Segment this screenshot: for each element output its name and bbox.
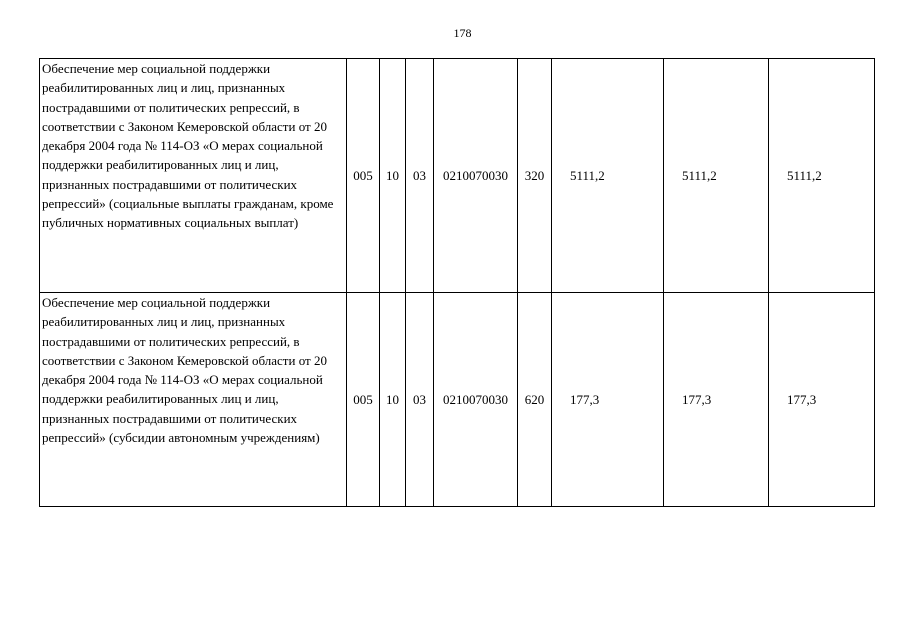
ministry-code: 005	[347, 59, 380, 293]
expense-description: Обеспечение мер социальной поддержки реабилитированных лиц и лиц, признанных пострадавшими от политических репрессий, в соответствии с Законом Кемеровской области от 20 декабря 2004 года № 114-ОЗ «О мерах социальной поддержки реабилитированных лиц и лиц, признанных пострадавшими от политических репрессий» (субсидии автономным учреждениям)	[40, 293, 347, 507]
amount-year-3: 177,3	[769, 293, 875, 507]
subsection-code: 03	[406, 59, 434, 293]
amount-year-2: 5111,2	[664, 59, 769, 293]
expense-description: Обеспечение мер социальной поддержки реабилитированных лиц и лиц, признанных пострадавшими от политических репрессий, в соответствии с Законом Кемеровской области от 20 декабря 2004 года № 114-ОЗ «О мерах социальной поддержки реабилитированных лиц и лиц, признанных пострадавшими от политических репрессий» (социальные выплаты гражданам, кроме публичных нормативных социальных выплат)	[40, 59, 347, 293]
section-code: 10	[380, 293, 406, 507]
amount-year-3: 5111,2	[769, 59, 875, 293]
amount-year-2: 177,3	[664, 293, 769, 507]
amount-year-1: 5111,2	[552, 59, 664, 293]
table-row	[40, 59, 875, 293]
target-article-code: 0210070030	[434, 59, 518, 293]
budget-table	[39, 58, 875, 507]
section-code: 10	[380, 59, 406, 293]
target-article-code: 0210070030	[434, 293, 518, 507]
expense-type-code: 620	[518, 293, 552, 507]
expense-type-code: 320	[518, 59, 552, 293]
amount-year-1: 177,3	[552, 293, 664, 507]
subsection-code: 03	[406, 293, 434, 507]
ministry-code: 005	[347, 293, 380, 507]
table-row	[40, 293, 875, 507]
page-number: 178	[453, 26, 472, 40]
